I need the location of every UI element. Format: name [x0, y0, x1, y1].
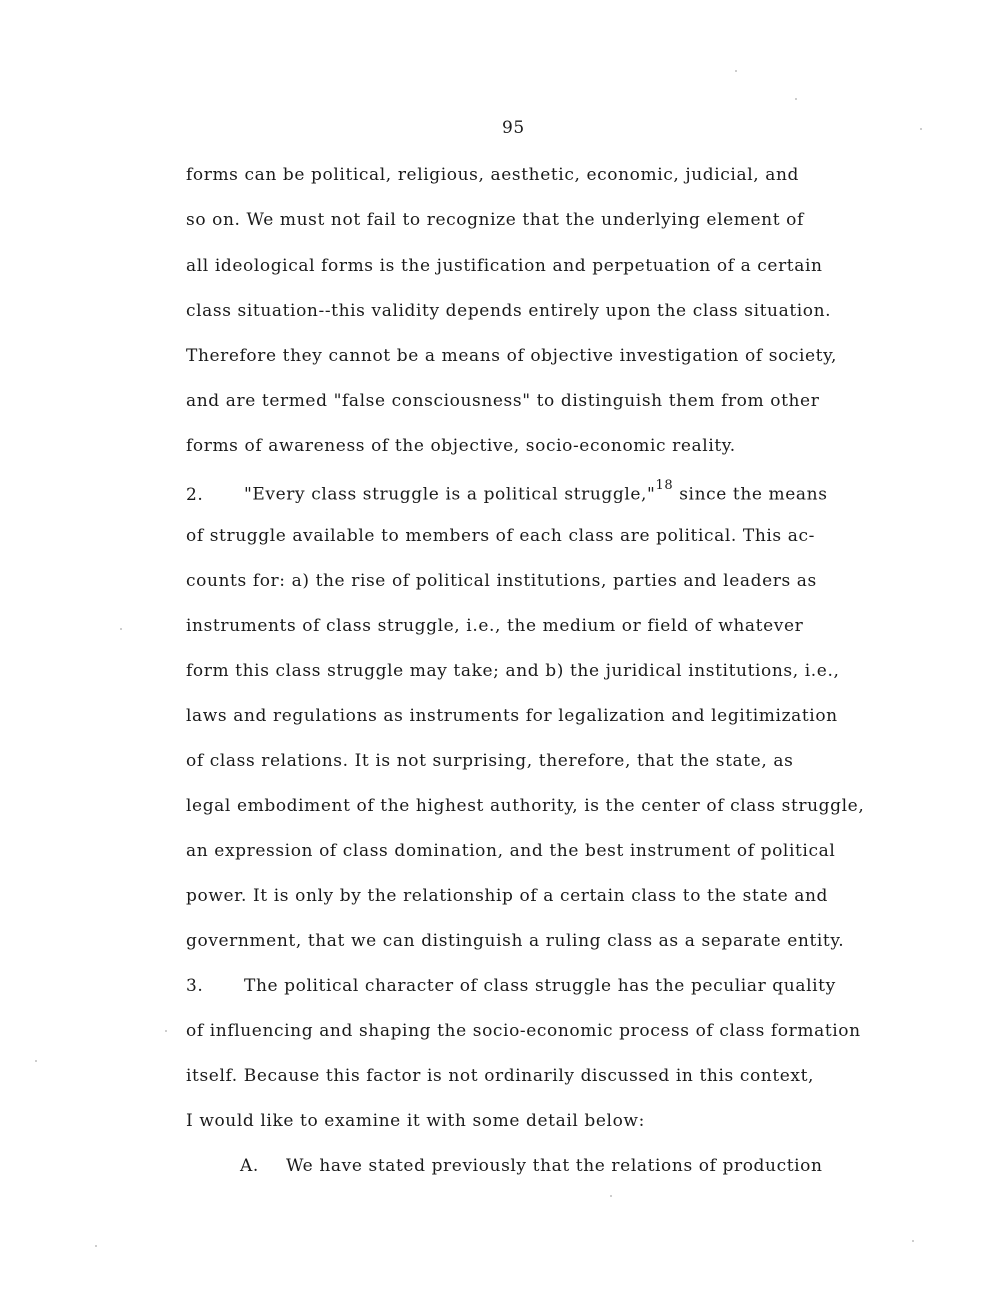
text-line: of influencing and shaping the socio-economic process of class formation [186, 1021, 861, 1041]
text-line: forms can be political, religious, aesthetic, economic, judicial, and [186, 165, 799, 185]
text-line: an expression of class domination, and the best instrument of political [186, 841, 836, 861]
text-line: I would like to examine it with some detail below: [186, 1111, 645, 1131]
text-line: laws and regulations as instruments for legalization and legitimization [186, 706, 838, 726]
scan-speck [912, 1240, 914, 1242]
scan-speck [610, 1195, 612, 1197]
scan-speck [165, 1030, 167, 1032]
item-text: The political character of class struggle has the peculiar quality [244, 976, 836, 996]
text-line: class situation--this validity depends entirely upon the class situation. [186, 301, 832, 321]
scan-speck [95, 1245, 97, 1247]
text-line: and are termed "false consciousness" to distinguish them from other [186, 391, 820, 411]
text-line: Therefore they cannot be a means of objective investigation of society, [186, 346, 838, 366]
numbered-item-2 [186, 479, 828, 506]
item-text-continued: since the means [673, 484, 828, 505]
scan-speck [120, 628, 122, 630]
text-line: so on. We must not fail to recognize that the underlying element of [186, 210, 804, 230]
item-text: "Every class struggle is a political struggle," [244, 484, 656, 505]
text-line: forms of awareness of the objective, socio-economic reality. [186, 436, 736, 456]
text-line: instruments of class struggle, i.e., the medium or field of whatever [186, 616, 804, 636]
text-line: form this class struggle may take; and b) the juridical institutions, i.e., [186, 661, 840, 681]
item-text: We have stated previously that the relations of production [286, 1156, 823, 1176]
numbered-item-3 [186, 975, 836, 997]
item-label: A. [240, 1156, 259, 1176]
scan-speck [735, 70, 737, 72]
text-line: power. It is only by the relationship of a certain class to the state and [186, 886, 829, 906]
text-line: of class relations. It is not surprising, therefore, that the state, as [186, 751, 794, 771]
scan-speck [795, 98, 797, 100]
scan-speck [920, 128, 922, 130]
item-number: 3. [186, 976, 204, 996]
page-number: 95 [502, 118, 525, 138]
scan-speck [35, 1060, 37, 1062]
footnote-marker: 18 [655, 478, 674, 493]
text-line: government, that we can distinguish a ruling class as a separate entity. [186, 931, 845, 951]
text-line: legal embodiment of the highest authority, is the center of class struggle, [186, 796, 865, 816]
text-line: itself. Because this factor is not ordinarily discussed in this context, [186, 1066, 815, 1086]
text-line: of struggle available to members of each class are political. This ac- [186, 526, 815, 546]
text-line: all ideological forms is the justification and perpetuation of a certain [186, 256, 823, 276]
text-line: counts for: a) the rise of political institutions, parties and leaders as [186, 571, 817, 591]
item-number: 2. [186, 484, 204, 505]
lettered-item-a [240, 1155, 823, 1177]
